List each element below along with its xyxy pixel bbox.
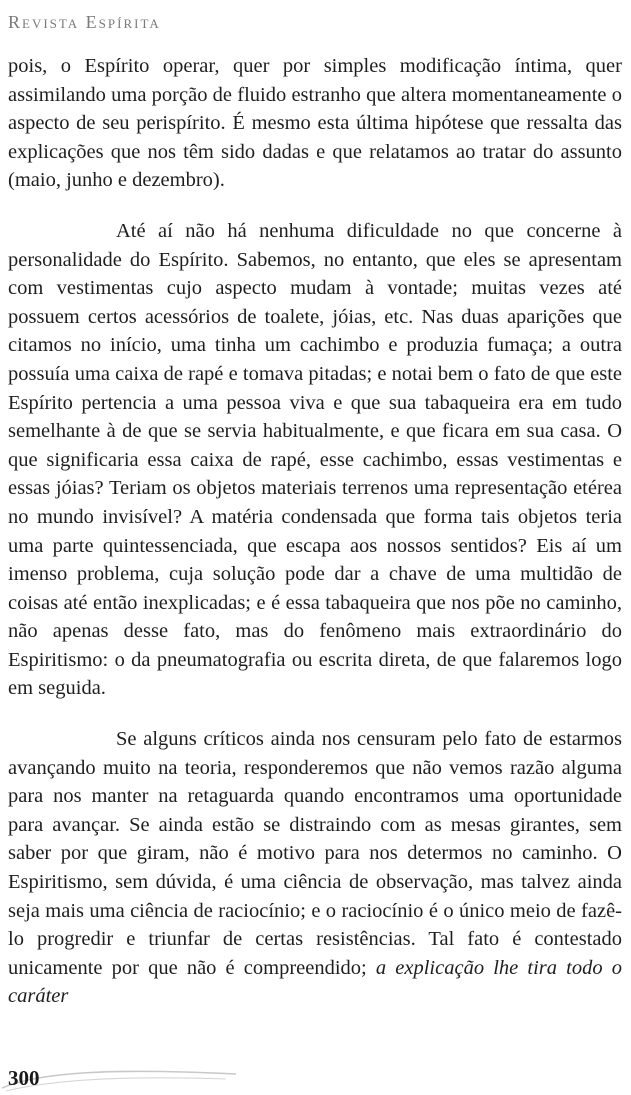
paragraph-3-italic-tail: a explicação lhe tira todo o caráter	[8, 956, 622, 1008]
paragraph-1: pois, o Espírito operar, quer por simples modificação íntima, quer assimilando uma porção de fluido estranho que altera momentaneamente o aspecto de seu perispírito. É mesmo esta última hipótese que ressalta das explicações que nos têm sido dadas e que relatamos ao tratar do assunto (maio, junho e dezembro).	[8, 55, 622, 192]
paragraph-2: Até aí não há nenhuma dificuldade no que concerne à personalidade do Espírito. Sabemos, no entanto, que eles se apresentam com vestimentas cujo aspecto mudam à vontade; muitas vezes até possuem certos acessórios de toalete, jóias, etc. Nas duas aparições que citamos no início, uma tinha um cachimbo e produzia fumaça; a outra possuía uma caixa de rapé e tomava pitadas; e notai bem o fato de que este Espírito pertencia a uma pessoa viva e que sua tabaqueira era em tudo semelhante à de que se servia habitualmente, e que ficara em sua casa. O que significaria essa caixa de rapé, esse cachimbo, essas vestimentas e essas jóias? Teriam os objetos materiais terrenos uma representação etérea no mundo invisível? A matéria condensada que forma tais objetos teria uma parte quintessenciada, que escapa aos nossos sentidos? Eis aí um imenso problema, cuja solução pode dar a chave de uma multidão de coisas até então inexplicadas; e é essa tabaqueira que nos põe no caminho, não apenas desse fato, mas do fenômeno mais extraordinário do Espiritismo: o da pneumatografia ou escrita direta, de que falaremos logo em seguida.	[8, 219, 622, 700]
page-number: 300	[8, 1066, 40, 1090]
paragraph-3-text: Se alguns críticos ainda nos censuram pelo fato de estarmos avançando muito na teoria, responderemos que não vemos razão alguma para nos manter na retaguarda quando encontramos uma oportunidade para avançar. Se ainda estão se distraindo com as mesas girantes, sem saber por que giram, não é motivo para nos determos no caminho. O Espiritismo, sem dúvida, é uma ciência de observação, mas talvez ainda seja mais uma ciência de raciocínio; e o raciocínio é o único meio de fazê-lo progredir e triunfar de certas resistências. Tal fato é contestado unicamente por que não é compreendido;	[8, 728, 622, 979]
running-header: Revista Espírita	[8, 12, 161, 32]
body-text	[8, 52, 622, 1011]
paragraph-3	[8, 725, 622, 1011]
